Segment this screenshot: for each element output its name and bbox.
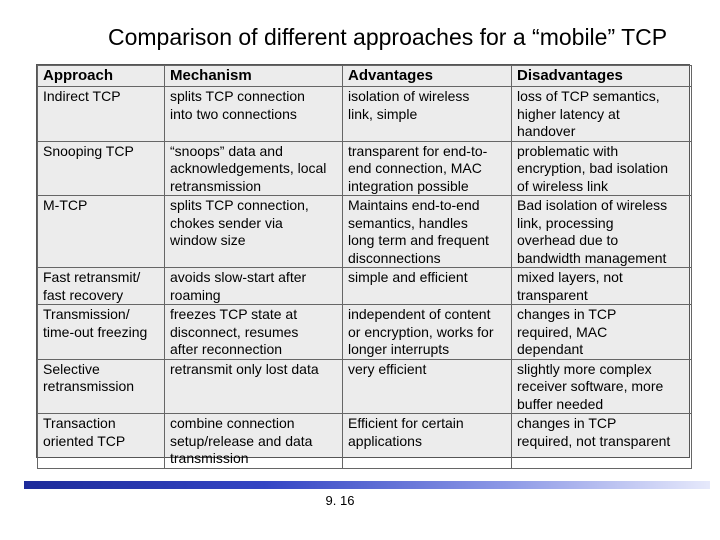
disadvantages-cell: problematic with encryption, bad isolation of wireless link [512, 141, 692, 196]
table-row [38, 359, 692, 414]
table-row [38, 305, 692, 360]
advantages-cell: very efficient [343, 359, 512, 414]
header-advantages: Advantages [343, 66, 512, 87]
disadvantages-cell: Bad isolation of wireless link, processing overhead due to bandwidth management [512, 196, 692, 268]
approach-cell: Transmission/ time-out freezing [38, 305, 165, 360]
disadvantages-cell: mixed layers, not transparent [512, 268, 692, 305]
header-approach: Approach [38, 66, 165, 87]
disadvantages-cell: slightly more complex receiver software, more buffer needed [512, 359, 692, 414]
mechanism-cell: splits TCP connection, chokes sender via window size [165, 196, 343, 268]
slide-title: Comparison of different approaches for a “mobile” TCP [108, 24, 668, 50]
header-mechanism: Mechanism [165, 66, 343, 87]
approach-cell: Indirect TCP [38, 87, 165, 142]
advantages-cell: transparent for end-to- end connection, MAC integration possible [343, 141, 512, 196]
table-row [38, 268, 692, 305]
header-disadvantages: Disadvantages [512, 66, 692, 87]
advantages-cell: Efficient for certain applications [343, 414, 512, 469]
mechanism-cell: “snoops” data and acknowledgements, local retransmission [165, 141, 343, 196]
table-header-row [38, 66, 692, 87]
advantages-cell: isolation of wireless link, simple [343, 87, 512, 142]
mechanism-cell: freezes TCP state at disconnect, resumes after reconnection [165, 305, 343, 360]
disadvantages-cell: loss of TCP semantics, higher latency at handover [512, 87, 692, 142]
table-row [38, 87, 692, 142]
mechanism-cell: avoids slow-start after roaming [165, 268, 343, 305]
approach-cell: Transaction oriented TCP [38, 414, 165, 469]
footer-divider-bar [24, 481, 710, 489]
mechanism-cell: splits TCP connection into two connections [165, 87, 343, 142]
table-row [38, 196, 692, 268]
approach-cell: M-TCP [38, 196, 165, 268]
advantages-cell: simple and efficient [343, 268, 512, 305]
comparison-table [36, 64, 690, 466]
advantages-cell: independent of content or encryption, works for longer interrupts [343, 305, 512, 360]
approach-cell: Snooping TCP [38, 141, 165, 196]
approach-cell: Selective retransmission [38, 359, 165, 414]
approach-cell: Fast retransmit/ fast recovery [38, 268, 165, 305]
table-row [38, 414, 692, 469]
table-row [38, 141, 692, 196]
advantages-cell: Maintains end-to-end semantics, handles long term and frequent disconnections [343, 196, 512, 268]
mechanism-cell: combine connection setup/release and data transmission [165, 414, 343, 469]
page-number: 9. 16 [325, 493, 355, 508]
mechanism-cell: retransmit only lost data [165, 359, 343, 414]
disadvantages-cell: changes in TCP required, not transparent [512, 414, 692, 469]
disadvantages-cell: changes in TCP required, MAC dependant [512, 305, 692, 360]
